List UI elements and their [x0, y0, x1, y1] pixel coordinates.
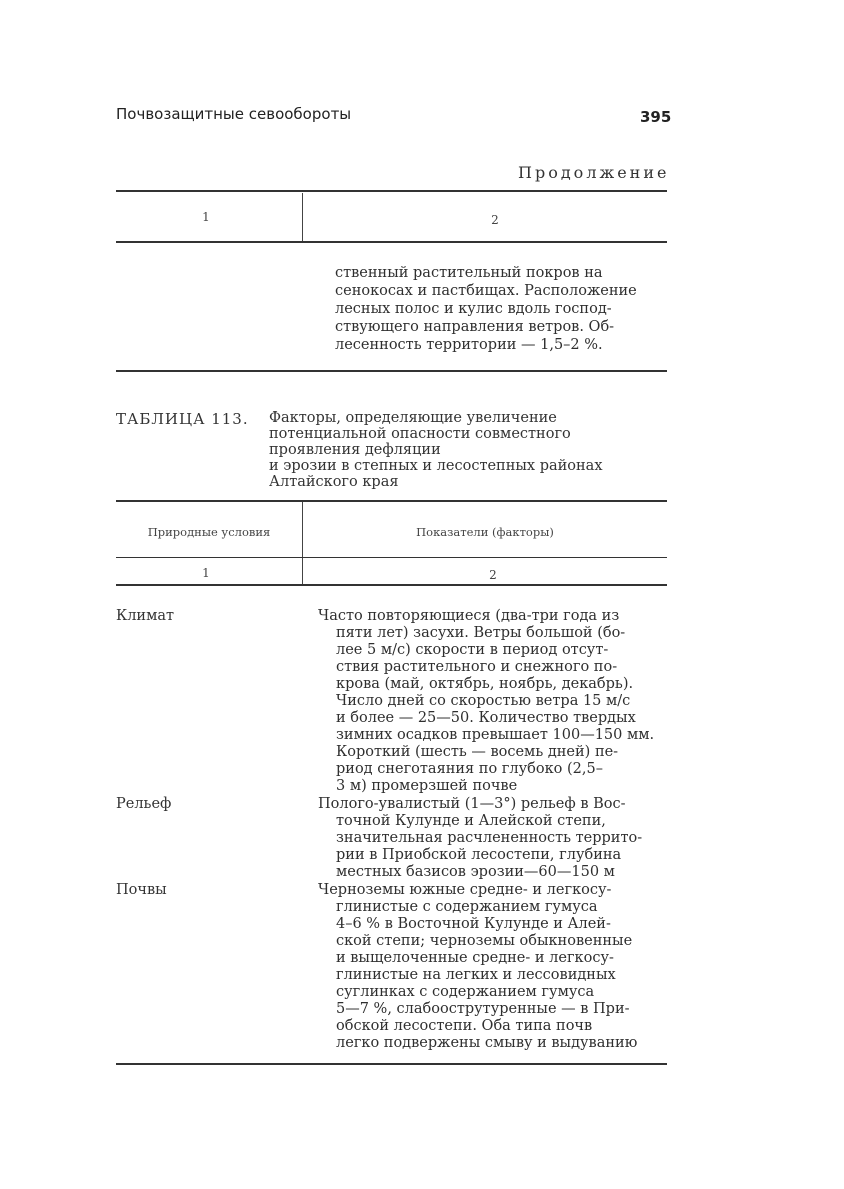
continuation-col2-number: 2 — [491, 213, 499, 227]
continuation-bottom-rule — [116, 370, 667, 372]
row-line: глинистые с содержанием гумуса — [336, 899, 598, 915]
row-line: ствия растительного и снежного по- — [336, 659, 618, 675]
table-header-rule — [116, 557, 667, 558]
row-line: легко подвержены смыву и выдуванию — [336, 1035, 638, 1051]
table-numbers-rule — [116, 584, 667, 586]
row-line: риод снеготаяния по глубоко (2,5– — [336, 761, 603, 777]
continuation-line: лесенность территории — 1,5–2 %. — [335, 337, 603, 353]
row-line: местных базисов эрозии—60—150 м — [336, 864, 615, 880]
row-label-relief: Рельеф — [116, 796, 172, 812]
row-line: зимних осадков превышает 100—150 мм. — [336, 727, 655, 743]
caption-line: проявления дефляции — [269, 442, 441, 458]
table-caption-number: ТАБЛИЦА 113. — [116, 410, 249, 428]
row-line: Часто повторяющиеся (два-три года из — [318, 608, 620, 624]
continuation-col1-number: 1 — [202, 210, 210, 224]
row-line: 3 м) промерзшей почве — [336, 778, 518, 794]
row-label-soils: Почвы — [116, 882, 167, 898]
continuation-top-rule — [116, 190, 667, 192]
continuation-label: Продолжение — [518, 163, 670, 182]
caption-line: Алтайского края — [269, 474, 399, 490]
running-head: Почвозащитные севообороты — [116, 105, 352, 123]
row-line: Черноземы южные средне- и легкосу- — [318, 882, 612, 898]
continuation-line: сенокосах и пастбищах. Расположение — [335, 283, 637, 299]
row-line: и более — 25—50. Количество твердых — [336, 710, 636, 726]
continuation-column-divider — [302, 193, 303, 241]
caption-line: Факторы, определяющие увеличение — [269, 410, 557, 426]
row-line: глинистые на легких и лессовидных — [336, 967, 616, 983]
table-top-rule — [116, 500, 667, 502]
row-line: крова (май, октябрь, ноябрь, декабрь). — [336, 676, 634, 692]
table-header-natural-conditions: Природные условия — [147, 525, 271, 539]
row-line: Короткий (шесть — восемь дней) пе- — [336, 744, 619, 760]
continuation-line: лесных полос и кулис вдоль господ- — [335, 301, 612, 317]
continuation-line: ственный растительный покров на — [335, 265, 603, 281]
table-caption-title — [269, 410, 669, 490]
row-text-soils — [318, 882, 667, 1052]
row-line: обской лесостепи. Оба типа почв — [336, 1018, 593, 1034]
table-bottom-rule — [116, 1063, 667, 1065]
table-column-divider — [302, 502, 303, 584]
continuation-text — [335, 264, 667, 354]
row-line: пяти лет) засухи. Ветры большой (бо- — [336, 625, 626, 641]
row-line: суглинках с содержанием гумуса — [336, 984, 595, 1000]
row-line: точной Кулунде и Алейской степи, — [336, 813, 606, 829]
row-line: и выщелоченные средне- и легкосу- — [336, 950, 614, 966]
caption-line: и эрозии в степных и лесостепных районах — [269, 458, 603, 474]
continuation-line: ствующего направления ветров. Об- — [335, 319, 615, 335]
page-number: 395 — [640, 108, 672, 126]
row-text-climate — [318, 608, 667, 795]
row-line: 5—7 %, слабоострутуренные — в При- — [336, 1001, 630, 1017]
row-text-relief — [318, 796, 667, 881]
table-header-indicators: Показатели (факторы) — [416, 525, 554, 539]
row-line: Полого-увалистый (1—3°) рельеф в Вос- — [318, 796, 626, 812]
row-line: 4–6 % в Восточной Кулунде и Алей- — [336, 916, 611, 932]
row-line: лее 5 м/с) скорости в период отсут- — [336, 642, 609, 658]
table-col1-number: 1 — [202, 566, 210, 580]
caption-line: потенциальной опасности совместного — [269, 426, 571, 442]
row-line: значительная расчлененность террито- — [336, 830, 643, 846]
row-line: Число дней со скоростью ветра 15 м/с — [336, 693, 631, 709]
row-label-climate: Климат — [116, 608, 175, 624]
row-line: рии в Приобской лесостепи, глубина — [336, 847, 622, 863]
row-line: ской степи; черноземы обыкновенные — [336, 933, 633, 949]
table-col2-number: 2 — [489, 568, 497, 582]
continuation-header-rule — [116, 241, 667, 243]
